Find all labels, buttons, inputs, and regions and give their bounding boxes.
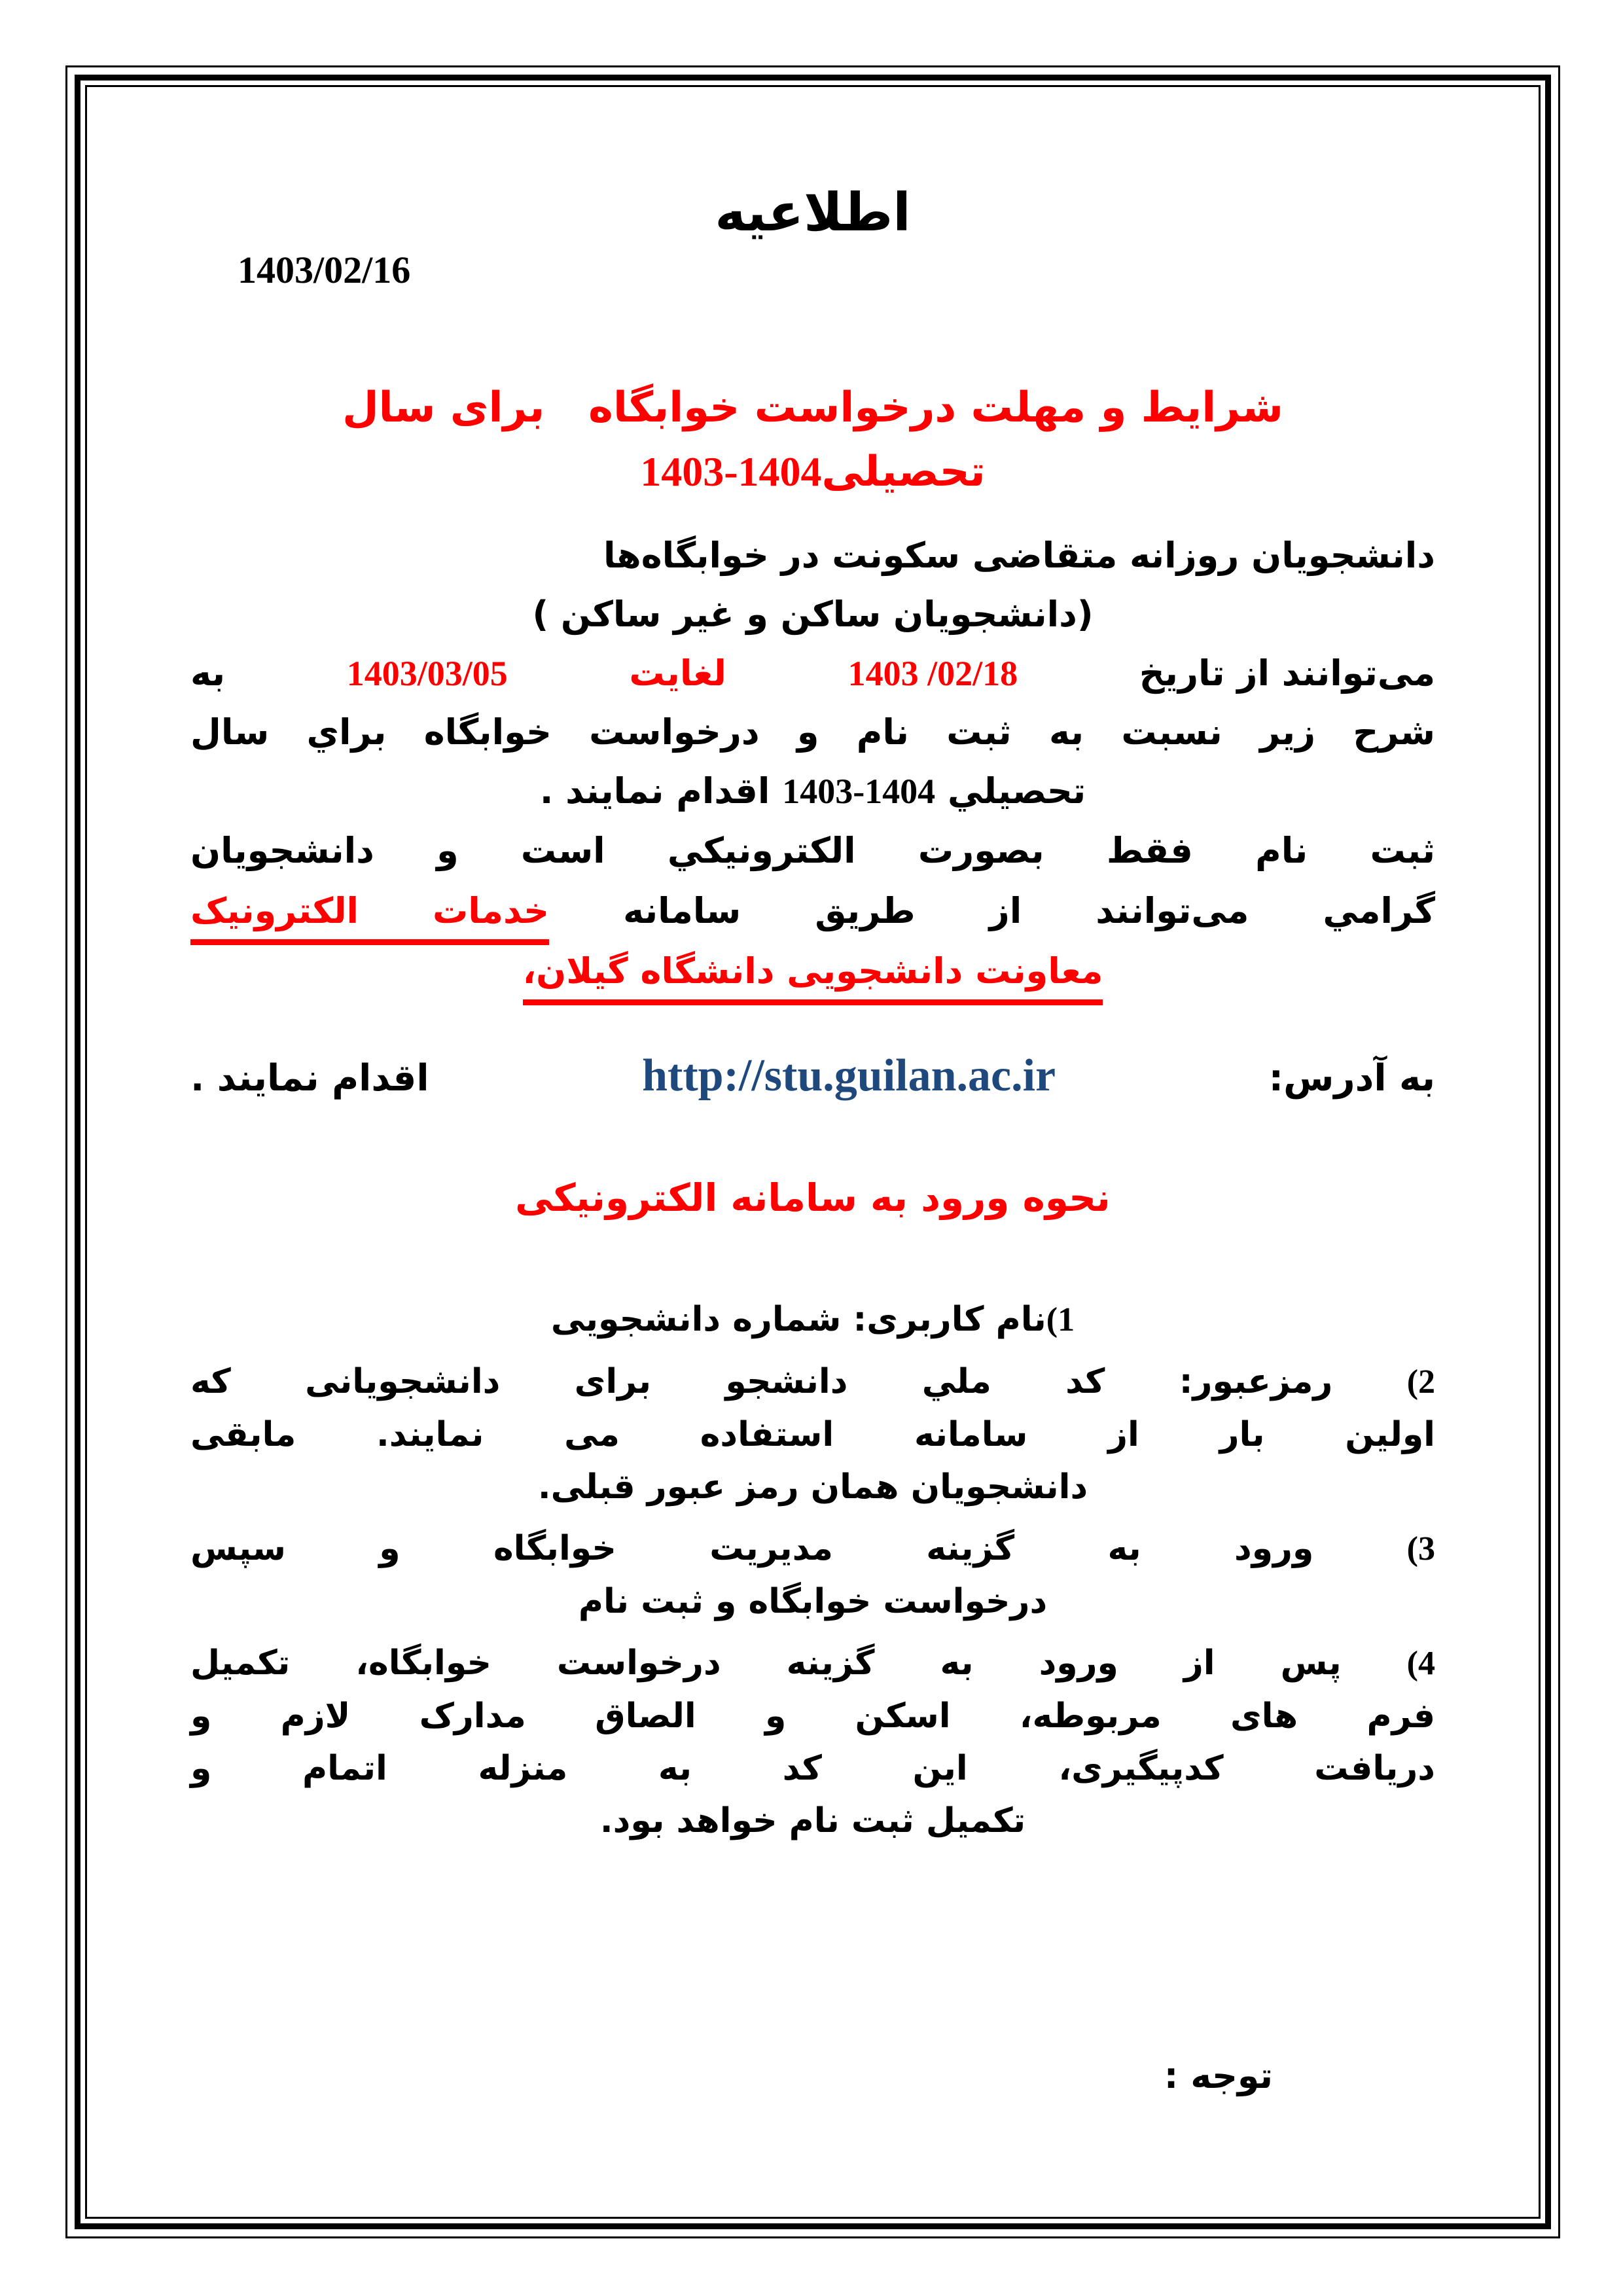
main-heading-line1: شرایط و مهلت درخواست خوابگاه برای سال	[342, 384, 1283, 432]
step2-line2: اولین بار از سامانه استفاده می نمایند. مابقی	[190, 1415, 1435, 1454]
list-item	[190, 1522, 1435, 1628]
step2-marker: 2)	[1406, 1363, 1436, 1401]
address-prefix: به آدرس:	[1268, 1057, 1435, 1100]
document-content	[87, 87, 1539, 2217]
step1-text: نام کاربری: شماره دانشجویی	[550, 1300, 1046, 1339]
step2-line3: دانشجویان همان رمز عبور قبلی.	[537, 1467, 1088, 1507]
para1-line5-word: تحصیلي	[948, 770, 1086, 812]
address-line	[190, 1050, 1435, 1102]
steps-list	[190, 1293, 1435, 1847]
request-start-date: 1403 /02/18	[847, 654, 1018, 693]
step2-line1	[190, 1355, 1435, 1408]
para2-line3	[190, 941, 1435, 1001]
paragraph-registration	[190, 821, 1435, 1001]
step3-text1: ورود به گزینه مدیریت خوابگاه و سپس	[190, 1529, 1314, 1568]
para1-line5-end: اقدام نمایند .	[539, 770, 770, 812]
step4-line3: دریافت کدپیگیری، این کد به منزله اتمام و	[190, 1749, 1435, 1788]
para1-line4: شرح زیر نسبت به ثبت نام و درخواست خوابگاه براي سال	[190, 711, 1435, 753]
para1-line3-end: به	[190, 653, 226, 694]
page-border-outer	[65, 65, 1560, 2238]
page-title: اطلاعیه	[715, 182, 911, 243]
step2-text1: رمزعبور: کد ملي دانشجو برای دانشجویانی که	[190, 1362, 1333, 1401]
step4-line2: فرم های مربوطه، اسکن و الصاق مدارک لازم و	[190, 1696, 1435, 1736]
para1-line3-start: می‌توانند از تاریخ	[1139, 653, 1435, 694]
page-border-middle	[75, 75, 1551, 2229]
para1-line2: (دانشجویان ساکن و غیر ساکن )	[532, 594, 1094, 635]
page-border-inner	[85, 85, 1541, 2219]
list-item	[190, 1355, 1435, 1513]
list-item	[190, 1637, 1435, 1847]
step3-line2: درخواست خوابگاه و ثبت نام	[578, 1582, 1048, 1621]
para1-line3	[190, 644, 1435, 703]
request-end-date: 1403/03/05	[346, 654, 508, 693]
step1-marker: 1)	[1046, 1301, 1075, 1338]
step3-marker: 3)	[1406, 1530, 1435, 1568]
paragraph-eligibility	[190, 526, 1435, 821]
step3-line1	[190, 1522, 1435, 1575]
issue-date: 1403/02/16	[238, 249, 411, 291]
address-suffix: اقدام نمایند .	[190, 1057, 429, 1100]
main-heading-line2	[190, 440, 1435, 504]
step4-text1: پس از ورود به گزینه درخواست خوابگاه، تکمیل	[190, 1643, 1342, 1683]
step4-line4: تکمیل ثبت نام خواهد بود.	[599, 1801, 1026, 1840]
para1-line5	[190, 762, 1435, 821]
para2-line2	[190, 881, 1435, 941]
vice-chancellery-phrase: معاونت دانشجویی دانشگاه گیلان،	[523, 950, 1103, 1005]
para2-line1: ثبت نام فقط بصورت الکترونیکي است و دانشجویان	[190, 830, 1435, 871]
step4-marker: 4)	[1406, 1645, 1435, 1682]
stu-guilan-url[interactable]: http://stu.guilan.ac.ir	[642, 1050, 1056, 1101]
para1-line1: دانشجویان روزانه متقاضی سکونت در خوابگاه‌ها	[603, 535, 1435, 576]
para2-line2-black: گرامي می‌توانند از طریق سامانه	[623, 890, 1435, 931]
list-item	[190, 1293, 1435, 1346]
step4-line1	[190, 1637, 1435, 1690]
academic-year-range: 1403-1404	[640, 448, 822, 495]
main-heading-word: تحصیلی	[821, 448, 986, 496]
main-heading	[190, 376, 1435, 504]
attention-note: توجه :	[1164, 2055, 1273, 2096]
login-heading: نحوه ورود به سامانه الکترونیکی	[515, 1175, 1111, 1220]
eservices-phrase: خدمات الکترونیک	[190, 890, 549, 945]
until-word: لغایت	[629, 653, 726, 694]
academic-year-range-2: 1403-1404	[782, 772, 936, 811]
step1-line	[190, 1293, 1435, 1346]
